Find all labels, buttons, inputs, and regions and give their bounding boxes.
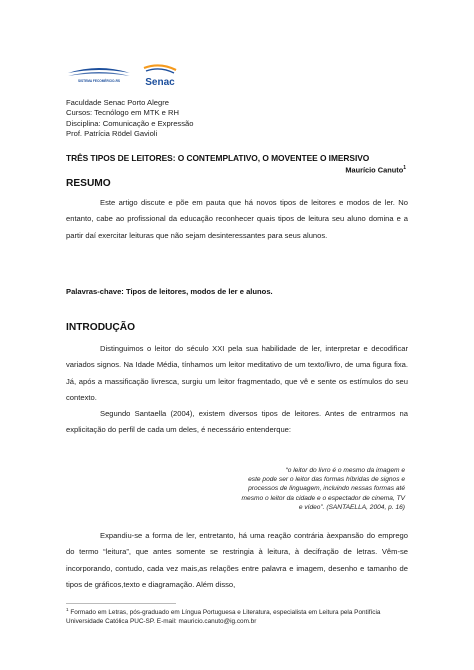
fecomercio-logo	[66, 64, 132, 88]
introducao-paragraph-1: Distinguimos o leitor do século XXI pela sua habilidade de ler, interpretar e decodificar variados signos. Na Idade Média, tínhamos um leitor meditativo de um texto/livro, de uma figura fixa. Já, após a massificação livresca, surgiu um leitor fragmentado, que vê e sente os estímulos do seu contexto.	[66, 344, 408, 403]
footnote-text: Formado em Letras, pós-graduado em Língua Portuguesa e Literatura, especialista em Leitura pela Pontifícia Universidade Católica PUC-SP. E-mail: mauricio.canuto@ig.com.br	[66, 609, 381, 625]
author-name: Maurício Canuto	[345, 165, 404, 175]
senac-logo	[140, 64, 180, 90]
footnote	[66, 606, 412, 627]
info-courses: Cursos: Tecnólogo em MTK e RH	[66, 108, 179, 118]
quote-line: e vídeo”. (SANTAELLA, 2004, p. 16)	[298, 503, 405, 511]
info-discipline: Disciplina: Comunicação e Expressão	[66, 118, 194, 128]
introducao-paragraph-2: Segundo Santaella (2004), existem diversos tipos de leitores. Antes de entrarmos na explicitação do perfil de cada um deles, é necessário entenderque:	[66, 409, 408, 435]
senac-logo-text: Senac	[145, 77, 175, 88]
resumo-text: Este artigo discute e põe em pauta que há novos tipos de leitores e modos de ler. No entanto, cabe ao profissional da educação reconhecer quais tipos de leitura seu aluno domina e a partir daí exercitar leituras que não sejam desinteressantes para seus alunos.	[66, 198, 408, 240]
course-info	[66, 98, 193, 140]
fecomercio-logo-text: SISTEMA FECOMÉRCIO-RS	[77, 79, 121, 83]
footnote-mark: 1	[66, 607, 69, 612]
article-author	[345, 165, 406, 174]
footnote-divider	[66, 603, 176, 604]
article-title: TRÊS TIPOS DE LEITORES: O CONTEMPLATIVO, O MOVENTEE O IMERSIVO	[66, 153, 370, 163]
quote-line: este pode ser o leitor das formas híbridas de signos e	[248, 476, 405, 484]
resumo-heading: RESUMO	[66, 178, 111, 189]
introducao-heading: INTRODUÇÃO	[66, 322, 136, 333]
block-quote	[175, 466, 405, 512]
info-professor: Prof. Patrícia Rödel Gavioli	[66, 129, 158, 139]
info-institution: Faculdade Senac Porto Alegre	[66, 98, 170, 107]
quote-line: “o leitor do livro é o mesmo da imagem e	[285, 467, 405, 474]
quote-line: mesmo o leitor da cidade e o espectador de cinema, TV	[241, 494, 405, 502]
quote-line: processos de linguagem, incluindo nessas formas até	[248, 485, 405, 493]
keywords: Palavras-chave: Tipos de leitores, modos de ler e alunos.	[66, 287, 273, 296]
author-footnote-mark: 1	[403, 165, 406, 171]
header-logos	[66, 64, 186, 90]
introducao-paragraph-3: Expandiu-se a forma de ler, entretanto, há uma reação contrária àexpansão do emprego do termo “leitura”, que antes somente se restringia à leitura, à decifração de letras. Vêm-se incorporando, contudo, cada vez mais,as relações entre palavra e imagem, desenho e tamanho de tipos de gráficos,texto e diagramação. Além disso,	[66, 531, 408, 590]
